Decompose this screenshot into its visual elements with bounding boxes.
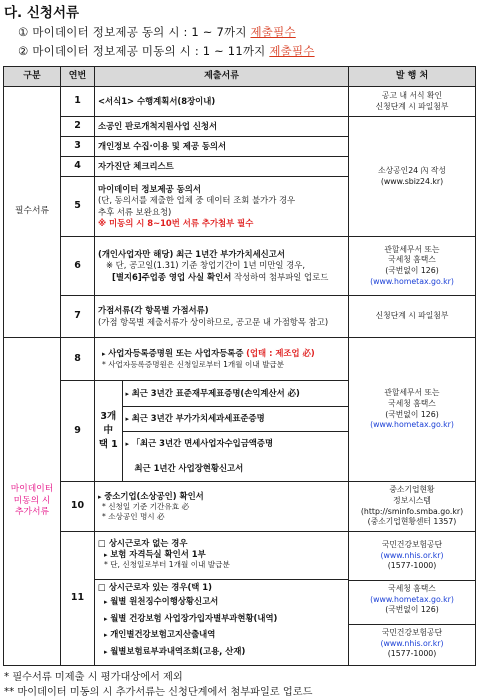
table-row [4, 482, 476, 532]
issuer-url: (www.hometax.go.kr) [370, 276, 454, 286]
issuer-block [349, 581, 475, 625]
category-line: 마이데이터 [10, 483, 54, 494]
triangle-bullet-icon: ▸ [104, 550, 108, 559]
note-number: ② [18, 44, 29, 58]
issuer-line: 국세청 홈택스 [388, 584, 436, 594]
category-additional [4, 338, 61, 666]
issuer-cell [349, 482, 476, 532]
document-note: 추후 서류 보완요청) [98, 206, 172, 217]
document-name: 월별 원천징수이행상황신고서 [110, 595, 219, 606]
choice-item [122, 406, 348, 431]
issuer-line: 국세청 홈택스 [388, 255, 436, 265]
table-row [4, 296, 476, 338]
row-number: 1 [61, 87, 95, 117]
issuer-line: 관할세무서 또는 [384, 244, 440, 254]
note-text: 마이데이터 정보제공 미동의 시 : 1 ~ 11까지 [32, 44, 270, 58]
triangle-bullet-icon: ▸ [125, 414, 130, 423]
document-note: (가점 항목별 제출서류가 상이하므로, 공고문 내 가점항목 참고) [98, 316, 329, 327]
issuer-block [349, 625, 475, 660]
form-instruction: 작성하여 첨부파일 업로드 [231, 271, 329, 282]
choice-item [122, 381, 348, 406]
triangle-bullet-icon: ▸ [102, 350, 106, 359]
header-documents: 제출서류 [95, 67, 349, 87]
header-issuer: 발 행 처 [349, 67, 476, 87]
choose-one-label [95, 381, 122, 481]
row-number: 11 [61, 532, 95, 666]
choose-line: 택 1 [98, 439, 118, 451]
issuer-cell [349, 87, 476, 117]
row-number: 7 [61, 296, 95, 338]
document-name: 사업자등록증명원 또는 사업자등록증 [108, 348, 244, 359]
issuer-cell [349, 532, 476, 666]
document-name: 월별 건강보험 사업장가입자별부과현황(내역) [110, 612, 278, 623]
triangle-bullet-icon: ▸ [125, 440, 130, 449]
document-cell [95, 296, 349, 338]
note-required: 제출필수 [269, 44, 315, 58]
required-warning: (업태 : 제조업 必) [246, 348, 315, 359]
document-name: 월별보험료부과내역조회(고용, 산재) [110, 645, 246, 656]
row-number: 9 [61, 381, 95, 482]
row-number: 8 [61, 338, 95, 381]
note-no-consent [18, 43, 315, 59]
triangle-bullet-icon: ▸ [104, 597, 108, 606]
table-row [4, 117, 476, 137]
document-name: 개인정보 수집·이용 및 제공 동의서 [95, 137, 349, 157]
issuer-line: 국민건강보험공단 [381, 628, 443, 638]
note-text: 마이데이터 정보제공 동의 시 : 1 ~ 7까지 [32, 25, 251, 39]
triangle-bullet-icon: ▸ [104, 631, 108, 640]
row-number: 2 [61, 117, 95, 137]
choice-item [122, 431, 348, 456]
issuer-line: 신청단계 시 파일첨부 [375, 101, 449, 111]
issuer-line: (1577-1000) [387, 561, 437, 571]
required-warning: ※ 미동의 시 8~10번 서류 추가첨부 필수 [98, 217, 254, 228]
document-name: 자가진단 체크리스트 [95, 157, 349, 177]
table-row [4, 532, 476, 666]
issuer-line: (국번없이 126) [385, 409, 439, 419]
category-required: 필수서류 [4, 87, 61, 338]
issuer-line: 공고 내 서식 확인 [381, 90, 443, 100]
table-header-row [4, 67, 476, 87]
issuer-url: (www.nhis.or.kr) [380, 550, 444, 560]
issuer-block [349, 537, 475, 581]
issuer-line: 국세청 홈택스 [388, 398, 436, 408]
table-row [4, 338, 476, 381]
documents-table [3, 66, 476, 666]
document-cell [95, 338, 349, 381]
row-number: 4 [61, 157, 95, 177]
no-employee-section [95, 536, 348, 580]
case-heading: □ 상시근로자 없는 경우 [98, 537, 188, 548]
document-note [98, 272, 345, 283]
header-category: 구분 [4, 67, 61, 87]
issuer-line: (국번없이 126) [385, 605, 439, 615]
document-name: 개인별건강보험고지산출내역 [110, 629, 216, 640]
row-number: 3 [61, 137, 95, 157]
triangle-bullet-icon: ▸ [104, 647, 108, 656]
footnote: * 필수서류 미제출 시 평가대상에서 제외 [4, 672, 183, 683]
table-row [4, 237, 476, 296]
document-name: (개인사업자만 해당) 최근 1년간 부가가치세신고서 [98, 248, 285, 259]
document-cell [95, 381, 349, 482]
document-cell [95, 237, 349, 296]
issuer-url: (www.hometax.go.kr) [370, 594, 454, 604]
form-name: 주업종 영업 사실 확인서 [141, 271, 232, 282]
choice-text: 최근 3년간 표준재무제표증명(손익계산서 必) [131, 387, 300, 398]
document-name: 가점서류(각 항목별 가점서류) [98, 305, 209, 316]
document-note: ※ 단, 공고일(1.31) 기준 창업기간이 1년 미만일 경우, [106, 260, 306, 271]
issuer-cell [349, 338, 476, 482]
document-name: 보험 자격득실 확인서 1부 [110, 548, 206, 559]
issuer-cell [349, 117, 476, 237]
issuer-line: 관할세무서 또는 [384, 388, 440, 398]
issuer-line: 국민건강보험공단 [381, 540, 443, 550]
document-cell [95, 532, 349, 666]
document-name: <서식1> 수행계획서(8장이내) [95, 87, 349, 117]
choice-item [122, 456, 348, 481]
document-cell [95, 177, 349, 237]
note-number: ① [18, 25, 29, 39]
issuer-url: (http://sminfo.smba.go.kr) [360, 506, 464, 516]
issuer-line: 소상공인24 內 작성 [378, 165, 446, 175]
issuer-line: 정보시스템 [393, 495, 431, 505]
issuer-url: (www.nhis.or.kr) [380, 638, 444, 648]
triangle-bullet-icon: ▸ [98, 492, 102, 501]
table-row [4, 87, 476, 117]
row-number: 6 [61, 237, 95, 296]
issuer-line: (중소기업현황센터 1357) [367, 517, 457, 527]
document-note: (단, 동의서를 제출한 업체 중 데이터 조회 불가가 경우 [98, 195, 296, 206]
note-required: 제출필수 [250, 25, 296, 39]
row-number: 10 [61, 482, 95, 532]
triangle-bullet-icon: ▸ [104, 614, 108, 623]
choose-line: 3개 [100, 410, 117, 422]
category-line: 미동의 시 [13, 495, 51, 506]
footnote: ** 마이데이터 미동의 시 추가서류는 신청단계에서 첨부파일로 업로드 [4, 687, 313, 698]
document-note: * 소상공인 명시 必 [102, 512, 165, 522]
issuer-url: (www.hometax.go.kr) [370, 420, 454, 430]
note-consent [18, 24, 296, 40]
issuer-cell [349, 237, 476, 296]
case-heading: □ 상시근로자 있는 경우(택 1) [98, 581, 212, 592]
document-name: 중소기업(소상공인) 확인서 [104, 490, 204, 501]
issuer-line: 중소기업현황 [389, 485, 435, 495]
triangle-bullet-icon: ▸ [125, 389, 130, 398]
row-number: 5 [61, 177, 95, 237]
document-cell [95, 482, 349, 532]
issuer-line: (국번없이 126) [385, 266, 439, 275]
employee-section [95, 580, 348, 662]
issuer-line: (www.sbiz24.kr) [380, 176, 444, 186]
choice-text: 「최근 3년간 면세사업자수입금액증명 [131, 438, 274, 449]
category-line: 추가서류 [15, 507, 49, 518]
form-ref: [별지6] [112, 271, 142, 282]
choice-text: 최근 3년간 부가가치세과세표준증명 [131, 412, 265, 423]
document-name: 소공인 판로개척지원사업 신청서 [95, 117, 349, 137]
document-note: * 단, 신청일로부터 1개월 이내 발급분 [104, 560, 230, 570]
section-heading: 다. 신청서류 [4, 5, 80, 21]
document-note: * 사업자등록증명원은 신청일로부터 1개월 이내 발급분 [102, 359, 285, 369]
choose-line: 中 [103, 424, 113, 436]
issuer-cell: 신청단계 시 파일첨부 [349, 296, 476, 338]
choice-text: 최근 1년간 사업장현황신고서 [134, 462, 244, 473]
issuer-line: (1577-1000) [387, 649, 437, 659]
choice-table [95, 381, 348, 481]
header-number: 연번 [61, 67, 95, 87]
document-note: * 신청일 기준 기간유효 必 [102, 501, 190, 511]
document-name: 마이데이터 정보제공 동의서 [98, 183, 201, 194]
